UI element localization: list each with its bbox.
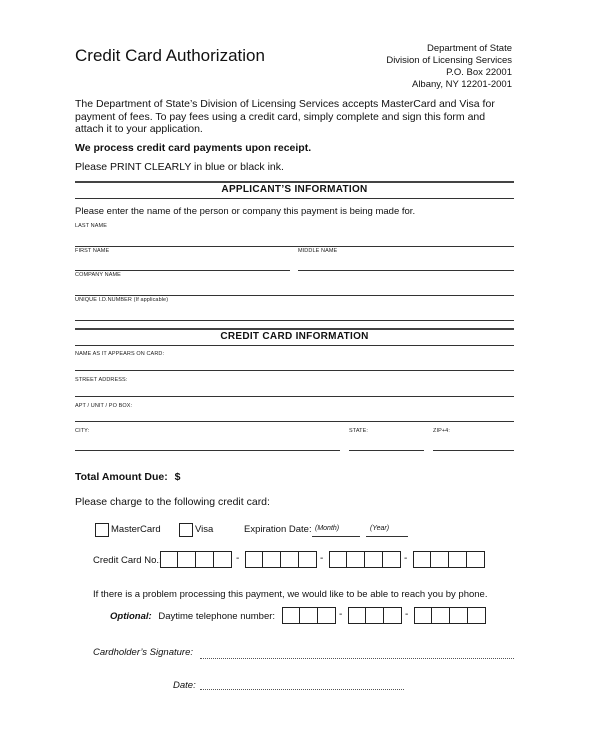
phone-area-code[interactable]: [282, 607, 336, 624]
digit-box[interactable]: [263, 551, 281, 568]
visa-checkbox[interactable]: [179, 523, 193, 537]
digit-box[interactable]: [450, 607, 468, 624]
digit-box[interactable]: [281, 551, 299, 568]
phone-line-number[interactable]: [414, 607, 486, 624]
digit-box[interactable]: [282, 607, 300, 624]
zip-label: ZIP+4:: [433, 428, 450, 434]
card-number-label: Credit Card No.:: [93, 555, 162, 566]
address-line: Albany, NY 12201-2001: [411, 79, 512, 90]
month-hint: (Month): [315, 525, 340, 532]
company-name-label: COMPANY NAME: [75, 272, 121, 278]
section-rule: [75, 181, 514, 183]
separator-dash: -: [236, 553, 240, 564]
card-number-group-3[interactable]: [329, 551, 401, 568]
intro-paragraph: The Department of State’s Division of Licensing Services accepts MasterCard and Visa for payment of fees. To pay fees using a credit card, simply complete and sign this form and attach it to your application.: [75, 98, 495, 135]
section-rule: [75, 345, 514, 346]
expiration-label: Expiration Date:: [244, 524, 312, 535]
city-field[interactable]: [75, 450, 340, 451]
card-number-group-2[interactable]: [245, 551, 317, 568]
digit-box[interactable]: [366, 607, 384, 624]
year-hint: (Year): [370, 525, 390, 532]
unique-id-label: UNIQUE I.D.NUMBER (If applicable): [75, 297, 169, 303]
name-on-card-field[interactable]: [75, 370, 514, 371]
phone-row-label: [110, 611, 275, 622]
expiration-year-field[interactable]: [366, 536, 408, 537]
state-field[interactable]: [349, 450, 424, 451]
digit-box[interactable]: [245, 551, 263, 568]
digit-box[interactable]: [468, 607, 486, 624]
company-name-field[interactable]: [75, 295, 514, 296]
street-label: STREET ADDRESS:: [75, 377, 128, 383]
address-line: P.O. Box 22001: [446, 67, 512, 78]
digit-box[interactable]: [413, 551, 431, 568]
card-info-heading: CREDIT CARD INFORMATION: [220, 331, 369, 342]
phone-label: Daytime telephone number:: [158, 611, 276, 622]
street-field[interactable]: [75, 396, 514, 397]
address-line: Division of Licensing Services: [386, 55, 512, 66]
applicant-instruction: Please enter the name of the person or company this payment is being made for.: [75, 206, 416, 217]
separator-dash: -: [320, 553, 324, 564]
separator-dash: -: [339, 609, 343, 620]
date-label: Date:: [173, 680, 196, 691]
zip-field[interactable]: [433, 450, 514, 451]
digit-box[interactable]: [383, 551, 401, 568]
visa-label: Visa: [195, 524, 214, 535]
print-note: Please PRINT CLEARLY in blue or black ink.: [75, 161, 284, 173]
middle-name-field[interactable]: [298, 270, 514, 271]
digit-box[interactable]: [365, 551, 383, 568]
digit-box[interactable]: [178, 551, 196, 568]
applicant-heading: APPLICANT’S INFORMATION: [221, 184, 368, 195]
first-name-label: FIRST NAME: [75, 248, 110, 254]
card-number-group-4[interactable]: [413, 551, 485, 568]
currency-symbol: $: [174, 471, 181, 483]
digit-box[interactable]: [160, 551, 178, 568]
process-note: We process credit card payments upon receipt.: [75, 142, 312, 154]
digit-box[interactable]: [431, 551, 449, 568]
total-amount-label: [75, 471, 181, 483]
digit-box[interactable]: [299, 551, 317, 568]
digit-box[interactable]: [329, 551, 347, 568]
optional-label: Optional:: [110, 611, 152, 622]
charge-label: Please charge to the following credit card:: [75, 496, 270, 508]
apt-field[interactable]: [75, 421, 514, 422]
digit-box[interactable]: [432, 607, 450, 624]
section-rule: [75, 198, 514, 199]
first-name-field[interactable]: [75, 270, 290, 271]
problem-note: If there is a problem processing this payment, we would like to be able to reach you by phone.: [93, 589, 488, 600]
agency-address: [386, 43, 512, 91]
expiration-month-field[interactable]: [312, 536, 360, 537]
digit-box[interactable]: [318, 607, 336, 624]
total-label: Total Amount Due:: [75, 471, 168, 483]
digit-box[interactable]: [347, 551, 365, 568]
phone-exchange[interactable]: [348, 607, 402, 624]
separator-dash: -: [404, 553, 408, 564]
digit-box[interactable]: [414, 607, 432, 624]
digit-box[interactable]: [348, 607, 366, 624]
signature-field[interactable]: [200, 658, 514, 659]
name-on-card-label: NAME AS IT APPEARS ON CARD:: [75, 351, 165, 357]
digit-box[interactable]: [384, 607, 402, 624]
unique-id-field[interactable]: [75, 320, 514, 321]
separator-dash: -: [405, 609, 409, 620]
form-title: Credit Card Authorization: [75, 46, 265, 65]
address-line: Department of State: [426, 43, 512, 54]
mastercard-checkbox[interactable]: [95, 523, 109, 537]
last-name-label: LAST NAME: [75, 223, 107, 229]
state-label: STATE:: [349, 428, 369, 434]
city-label: CITY:: [75, 428, 90, 434]
digit-box[interactable]: [214, 551, 232, 568]
middle-name-label: MIDDLE NAME: [298, 248, 338, 254]
apt-label: APT / UNIT / PO BOX:: [75, 403, 133, 409]
date-field[interactable]: [200, 689, 404, 690]
digit-box[interactable]: [196, 551, 214, 568]
last-name-field[interactable]: [75, 246, 514, 247]
card-number-group-1[interactable]: [160, 551, 232, 568]
digit-box[interactable]: [300, 607, 318, 624]
mastercard-label: MasterCard: [111, 524, 161, 535]
signature-label: Cardholder’s Signature:: [93, 647, 193, 658]
section-rule: [75, 328, 514, 330]
digit-box[interactable]: [449, 551, 467, 568]
digit-box[interactable]: [467, 551, 485, 568]
